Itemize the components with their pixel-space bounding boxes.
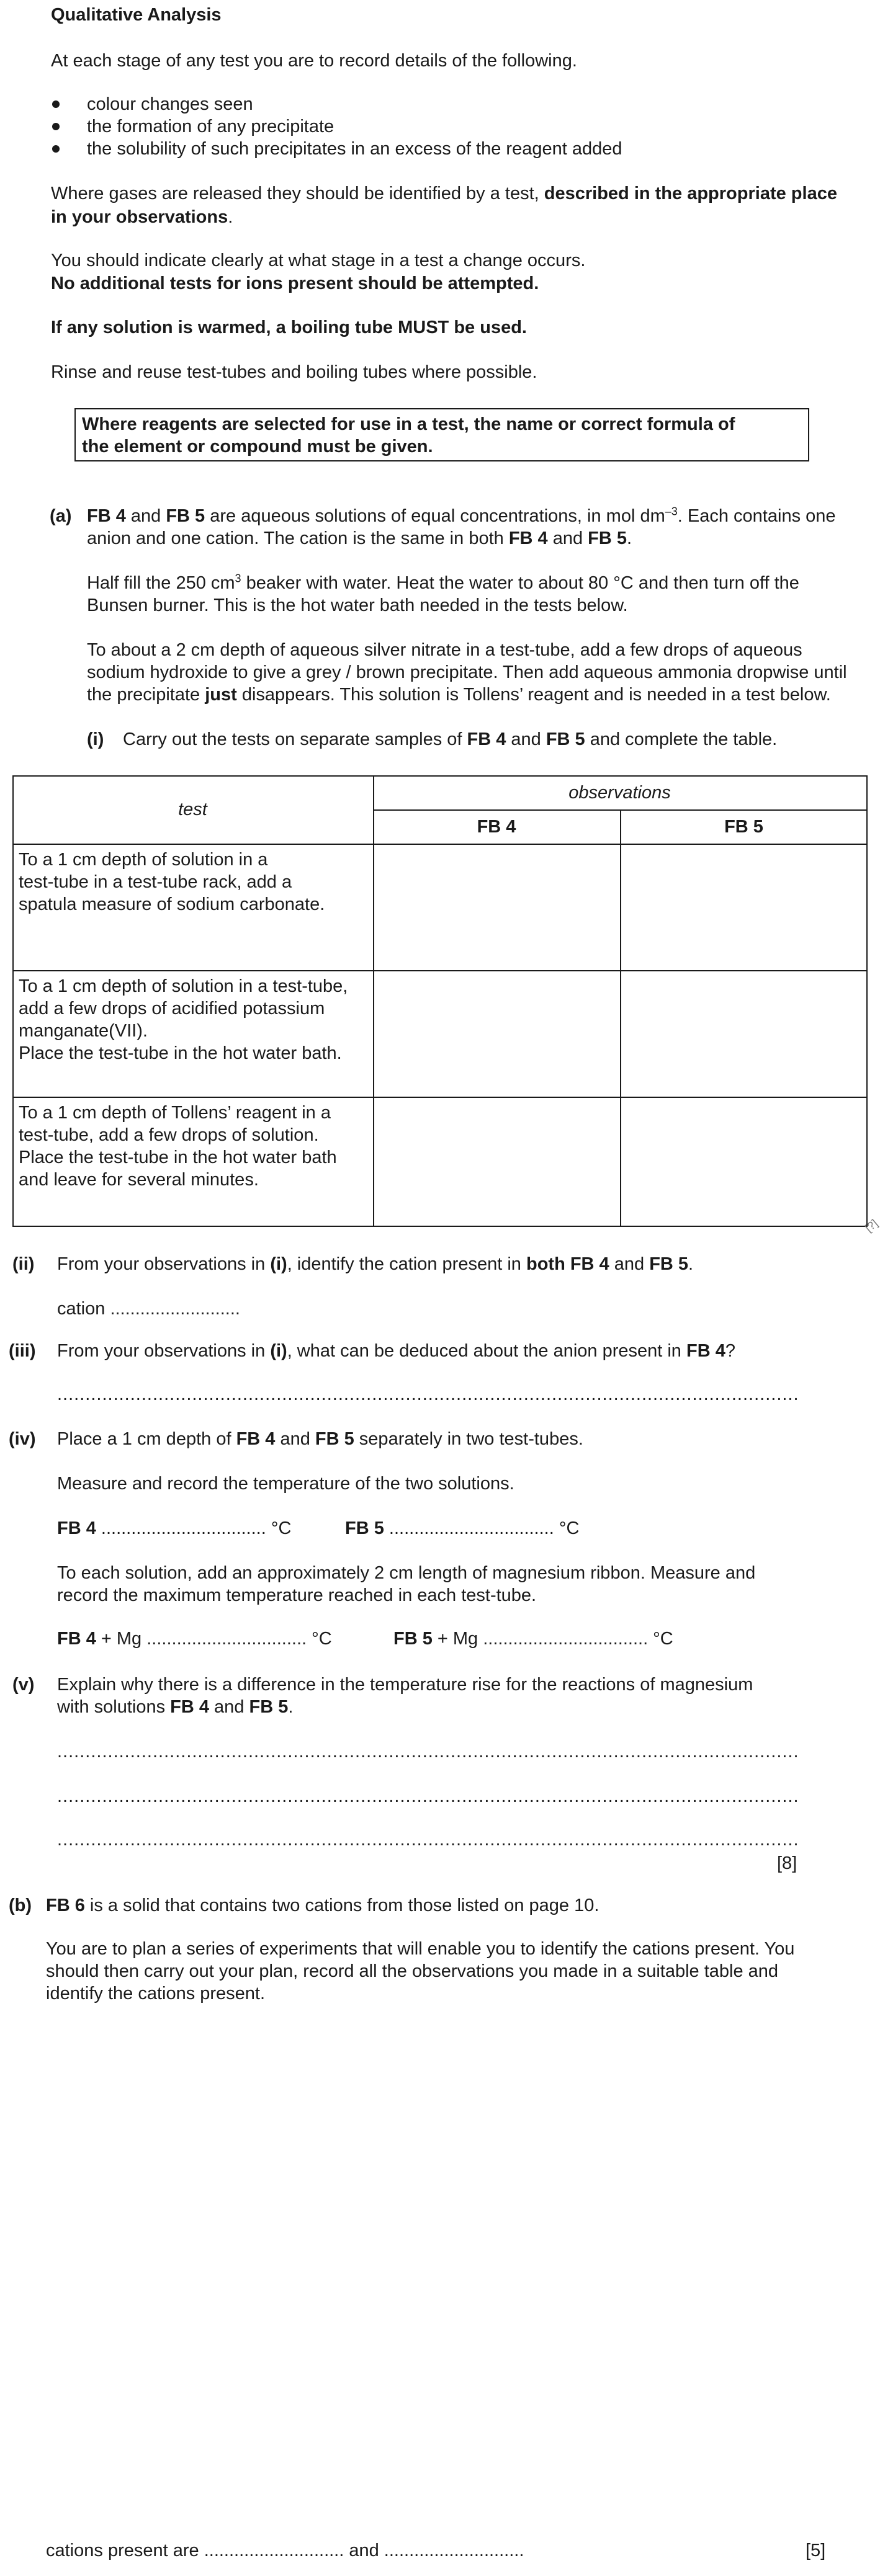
table-divider	[12, 1097, 866, 1098]
test-column-header: test	[178, 800, 207, 819]
fb4-observation-cell[interactable]	[375, 973, 619, 1095]
bullet-item: colour changes seen	[87, 94, 253, 114]
part-a-para2-line1: Half fill the 250 $cm^3$ beaker with water. Heat the water to about 80 °C and then turn off the	[87, 572, 799, 593]
anion-answer-line[interactable]: ....................................................................................................................................	[57, 1384, 799, 1404]
part-b-line2: You are to plan a series of experiments that will enable you to identify the cations present. You	[46, 1939, 795, 1959]
table-divider	[373, 775, 374, 1226]
fb4-mg-temperature-field[interactable]: FB 4 + Mg ................................ °C	[57, 1629, 332, 1649]
test-description-line: test-tube, add a few drops of solution.	[19, 1125, 319, 1145]
cation-answer-field[interactable]: cation ..........................	[57, 1299, 240, 1319]
part-a-para3-line1: To about a 2 cm depth of aqueous silver nitrate in a test-tube, add a few drops of aqueous	[87, 640, 802, 660]
fb5-observation-cell[interactable]	[622, 1099, 864, 1223]
reagent-notice-line1: Where reagents are selected for use in a test, the name or correct formula of	[82, 414, 735, 434]
bullet-item: the solubility of such precipitates in an excess of the reagent added	[87, 139, 622, 159]
part-iv-label: (iv)	[9, 1429, 36, 1449]
part-b-line4: identify the cations present.	[46, 1984, 266, 2003]
gases-instruction-line1: Where gases are released they should be identified by a test, described in the appropriate place	[51, 184, 837, 203]
stage-instruction: You should indicate clearly at what stage in a test a change occurs.	[51, 251, 586, 270]
table-divider	[12, 970, 866, 971]
no-additional-tests: No additional tests for ions present should be attempted.	[51, 274, 539, 293]
fb4-temperature-field[interactable]: FB 4 ................................. °C	[57, 1518, 292, 1538]
part-a-i-label: (i)	[87, 729, 104, 749]
part-b-line1: FB 6 is a solid that contains two cations from those listed on page 10.	[46, 1896, 599, 1915]
part-ii-question: From your observations in (i), identify the cation present in both FB 4 and FB 5.	[57, 1254, 694, 1274]
part-iii-question: From your observations in (i), what can be deduced about the anion present in FB 4?	[57, 1341, 735, 1361]
rinse-rule: Rinse and reuse test-tubes and boiling tubes where possible.	[51, 362, 537, 382]
fb4-observation-cell[interactable]	[375, 1099, 619, 1223]
fb5-column-header: FB 5	[724, 817, 763, 837]
table-divider	[620, 810, 621, 1226]
test-description-line: test-tube in a test-tube rack, add a	[19, 872, 292, 892]
part-a-marks: [8]	[777, 1853, 797, 1873]
bullet-item: the formation of any precipitate	[87, 117, 334, 136]
test-description-line: To a 1 cm depth of solution in a	[19, 850, 268, 870]
table-divider	[12, 844, 866, 845]
part-b-label: (b)	[9, 1896, 32, 1915]
test-description-line: manganate(VII).	[19, 1021, 148, 1041]
part-iv-line3: To each solution, add an approximately 2 cm length of magnesium ribbon. Measure and	[57, 1563, 756, 1583]
table-divider	[373, 809, 866, 811]
part-v-line1: Explain why there is a difference in the temperature rise for the reactions of magnesium	[57, 1675, 753, 1695]
part-b-marks: [5]	[806, 2541, 826, 2560]
intro-text: At each stage of any test you are to record details of the following.	[51, 51, 577, 71]
part-iv-line4: record the maximum temperature reached in each test-tube.	[57, 1585, 537, 1605]
part-a-para1-line1: FB 4 and FB 5 are aqueous solutions of equal concentrations, in mol $dm^{-3}$. Each contains one	[87, 505, 836, 526]
page-title: Qualitative Analysis	[51, 5, 222, 25]
test-description-line: and leave for several minutes.	[19, 1170, 259, 1190]
explanation-answer-line[interactable]: ....................................................................................................................................	[57, 1786, 799, 1806]
test-description-line: To a 1 cm depth of solution in a test-tube,	[19, 976, 348, 996]
explanation-answer-line[interactable]: ....................................................................................................................................	[57, 1742, 799, 1762]
part-a-para3-line3: the precipitate just disappears. This solution is Tollens’ reagent and is needed in a test below.	[87, 685, 831, 705]
part-a-i-text: Carry out the tests on separate samples of FB 4 and FB 5 and complete the table.	[123, 729, 778, 749]
test-description-line: spatula measure of sodium carbonate.	[19, 894, 325, 914]
fb5-mg-temperature-field[interactable]: FB 5 + Mg ................................. °C	[393, 1629, 673, 1649]
part-iv-line2: Measure and record the temperature of the two solutions.	[57, 1474, 514, 1494]
fb5-observation-cell[interactable]	[622, 973, 864, 1095]
part-iv-line1: Place a 1 cm depth of FB 4 and FB 5 separately in two test-tubes.	[57, 1429, 583, 1449]
part-a-para3-line2: sodium hydroxide to give a grey / brown precipitate. Then add aqueous ammonia dropwise until	[87, 662, 847, 682]
gases-instruction-line2: in your observations.	[51, 207, 233, 227]
observations-column-header: observations	[568, 783, 671, 803]
side-mark: [?]	[862, 1216, 880, 1235]
part-a-label: (a)	[50, 506, 72, 526]
plan-answer-space[interactable]	[46, 2016, 828, 2531]
test-description-line: Place the test-tube in the hot water bath.	[19, 1043, 342, 1063]
explanation-answer-line[interactable]: ....................................................................................................................................	[57, 1830, 799, 1850]
part-v-label: (v)	[12, 1675, 35, 1695]
fb4-column-header: FB 4	[477, 817, 516, 837]
fb5-observation-cell[interactable]	[622, 846, 864, 969]
part-iii-label: (iii)	[9, 1341, 36, 1361]
part-b-line3: should then carry out your plan, record all the observations you made in a suitable table and	[46, 1961, 779, 1981]
bullet-icon	[52, 123, 60, 130]
reagent-notice-line2: the element or compound must be given.	[82, 437, 433, 457]
part-a-para2-line2: Bunsen burner. This is the hot water bath needed in the tests below.	[87, 595, 628, 615]
test-description-line: Place the test-tube in the hot water bath	[19, 1148, 337, 1167]
fb4-observation-cell[interactable]	[375, 846, 619, 969]
part-v-line2: with solutions FB 4 and FB 5.	[57, 1697, 294, 1717]
cations-present-field[interactable]: cations present are ............................ and ............................	[46, 2541, 524, 2560]
warming-rule: If any solution is warmed, a boiling tube MUST be used.	[51, 318, 527, 337]
bullet-icon	[52, 145, 60, 153]
test-description-line: To a 1 cm depth of Tollens’ reagent in a	[19, 1103, 331, 1123]
test-description-line: add a few drops of acidified potassium	[19, 999, 325, 1018]
bullet-icon	[52, 100, 60, 108]
part-a-para1-line2: anion and one cation. The cation is the same in both FB 4 and FB 5.	[87, 528, 632, 548]
part-ii-label: (ii)	[12, 1254, 35, 1274]
fb5-temperature-field[interactable]: FB 5 ................................. °C	[345, 1518, 580, 1538]
